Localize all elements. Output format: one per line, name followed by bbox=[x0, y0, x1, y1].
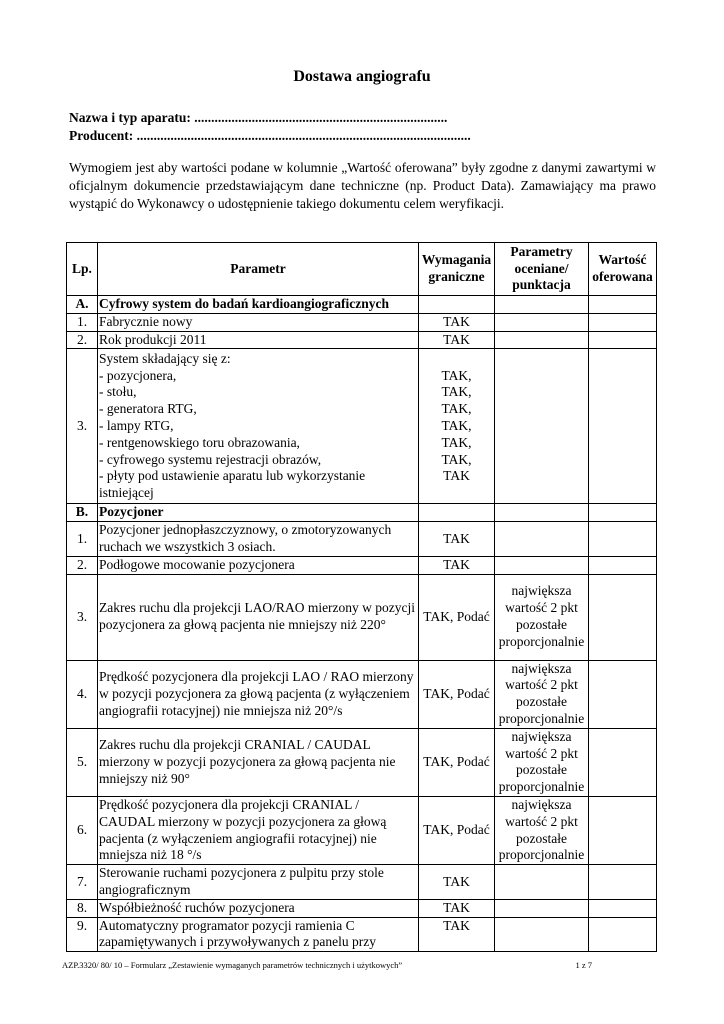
row-required: TAK, Podać bbox=[419, 728, 495, 796]
row-offered bbox=[589, 865, 657, 900]
empty-cell bbox=[589, 296, 657, 314]
row-offered bbox=[589, 313, 657, 331]
row-scored bbox=[495, 917, 589, 952]
row-param: Zakres ruchu dla projekcji LAO/RAO mierzony w pozycji pozycjonera za głową pacjenta nie mniejszy niż 220° bbox=[98, 574, 419, 660]
table-row bbox=[67, 899, 657, 917]
row-scored: największa wartość 2 pkt pozostałe proporcjonalnie bbox=[495, 728, 589, 796]
row-offered bbox=[589, 917, 657, 952]
empty-cell bbox=[589, 504, 657, 522]
table-row bbox=[67, 660, 657, 728]
row-lp: 4. bbox=[67, 660, 98, 728]
row-scored bbox=[495, 865, 589, 900]
row-offered bbox=[589, 349, 657, 504]
row-required: TAK bbox=[419, 313, 495, 331]
row-required: TAK bbox=[419, 522, 495, 557]
row-scored bbox=[495, 313, 589, 331]
table-row bbox=[67, 556, 657, 574]
producer-line: Producent: ................................................................................................... bbox=[69, 128, 471, 143]
section-title: Pozycjoner bbox=[98, 504, 419, 522]
row-lp: 6. bbox=[67, 796, 98, 864]
row-scored: największa wartość 2 pkt pozostałe proporcjonalnie bbox=[495, 574, 589, 660]
row-lp: 7. bbox=[67, 865, 98, 900]
row-param: Sterowanie ruchami pozycjonera z pulpitu przy stole angiograficznym bbox=[98, 865, 419, 900]
row-scored bbox=[495, 349, 589, 504]
row-param: Prędkość pozycjonera dla projekcji LAO / RAO mierzony w pozycji pozycjonera za głową pacjenta (z wyłączeniem angiografii rotacyjnej) nie mniejsza niż 20°/s bbox=[98, 660, 419, 728]
row-param: Prędkość pozycjonera dla projekcji CRANIAL / CAUDAL mierzony w pozycji pozycjonera za głową pacjenta (z wyłączeniem angiografii rotacyjnej) nie mniejsza niż 18 °/s bbox=[98, 796, 419, 864]
document-title: Dostawa angiografu bbox=[293, 68, 431, 85]
row-param: Podłogowe mocowanie pozycjonera bbox=[98, 556, 419, 574]
header-offered: Wartość oferowana bbox=[589, 243, 657, 296]
header-param: Parametr bbox=[98, 243, 419, 296]
table-row bbox=[67, 796, 657, 864]
row-offered bbox=[589, 899, 657, 917]
row-offered bbox=[589, 556, 657, 574]
table-row bbox=[67, 574, 657, 660]
row-param: Rok produkcji 2011 bbox=[98, 331, 419, 349]
row-required: TAK bbox=[419, 917, 495, 952]
section-row-a bbox=[67, 296, 657, 314]
device-meta bbox=[69, 109, 471, 145]
row-required: TAK, TAK, TAK, TAK, TAK, TAK, TAK bbox=[419, 349, 495, 504]
parameters-table-wrap bbox=[66, 242, 657, 952]
row-scored bbox=[495, 899, 589, 917]
empty-cell bbox=[419, 504, 495, 522]
header-scored: Parametry oceniane/ punktacja bbox=[495, 243, 589, 296]
row-offered bbox=[589, 522, 657, 557]
section-code: A. bbox=[67, 296, 98, 314]
table-header-row bbox=[67, 243, 657, 296]
row-scored bbox=[495, 556, 589, 574]
row-offered bbox=[589, 728, 657, 796]
row-required: TAK, Podać bbox=[419, 796, 495, 864]
row-offered bbox=[589, 660, 657, 728]
row-offered bbox=[589, 331, 657, 349]
row-required: TAK bbox=[419, 331, 495, 349]
row-param: Współbieżność ruchów pozycjonera bbox=[98, 899, 419, 917]
page-footer bbox=[62, 960, 592, 970]
header-required: Wymagania graniczne bbox=[419, 243, 495, 296]
table-row bbox=[67, 522, 657, 557]
row-scored: największa wartość 2 pkt pozostałe proporcjonalnie bbox=[495, 660, 589, 728]
table-row bbox=[67, 313, 657, 331]
empty-cell bbox=[419, 296, 495, 314]
device-name-line: Nazwa i typ aparatu: ........................................................................... bbox=[69, 110, 448, 125]
table-row bbox=[67, 331, 657, 349]
row-lp: 2. bbox=[67, 331, 98, 349]
section-title: Cyfrowy system do badań kardioangiograficznych bbox=[98, 296, 419, 314]
page-number: 1 z 7 bbox=[575, 960, 592, 970]
row-scored bbox=[495, 331, 589, 349]
row-offered bbox=[589, 796, 657, 864]
row-param: System składający się z: - pozycjonera, - stołu, - generatora RTG, - lampy RTG, - rentgenowskiego toru obrazowania, - cyfrowego systemu rejestracji obrazów, - płyty pod ustawienie aparatu lub wykorzystanie istniejącej bbox=[98, 349, 419, 504]
row-param: Zakres ruchu dla projekcji CRANIAL / CAUDAL mierzony w pozycji pozycjonera za głową pacjenta nie mniejszy niż 90° bbox=[98, 728, 419, 796]
table-row bbox=[67, 865, 657, 900]
row-param: Pozycjoner jednopłaszczyznowy, o zmotoryzowanych ruchach we wszystkich 3 osiach. bbox=[98, 522, 419, 557]
row-offered bbox=[589, 574, 657, 660]
row-lp: 3. bbox=[67, 574, 98, 660]
parameters-table bbox=[66, 242, 657, 952]
row-lp: 1. bbox=[67, 313, 98, 331]
intro-paragraph: Wymogiem jest aby wartości podane w kolumnie „Wartość oferowana” były zgodne z danymi zawartymi w oficjalnym dokumencie przedstawiającym dane techniczne (np. Product Data). Zamawiający ma prawo wystąpić do Wykonawcy o udostępnienie takiego dokumentu celem weryfikacji. bbox=[69, 160, 656, 211]
empty-cell bbox=[495, 504, 589, 522]
section-code: B. bbox=[67, 504, 98, 522]
row-lp: 9. bbox=[67, 917, 98, 952]
row-param: Automatyczny programator pozycji ramienia C zapamiętywanych i przywoływanych z panelu przy bbox=[98, 917, 419, 952]
row-lp: 2. bbox=[67, 556, 98, 574]
row-required: TAK bbox=[419, 899, 495, 917]
header-lp: Lp. bbox=[67, 243, 98, 296]
row-required: TAK bbox=[419, 865, 495, 900]
table-row bbox=[67, 349, 657, 504]
row-param: Fabrycznie nowy bbox=[98, 313, 419, 331]
row-required: TAK, Podać bbox=[419, 574, 495, 660]
row-required: TAK bbox=[419, 556, 495, 574]
row-lp: 8. bbox=[67, 899, 98, 917]
section-row-b bbox=[67, 504, 657, 522]
table-row bbox=[67, 917, 657, 952]
row-required: TAK, Podać bbox=[419, 660, 495, 728]
empty-cell bbox=[495, 296, 589, 314]
row-lp: 3. bbox=[67, 349, 98, 504]
row-lp: 1. bbox=[67, 522, 98, 557]
footer-reference: AZP.3320/ 80/ 10 – Formularz „Zestawienie wymaganych parametrów technicznych i użytkowych” bbox=[62, 960, 403, 970]
row-scored bbox=[495, 522, 589, 557]
table-row bbox=[67, 728, 657, 796]
row-lp: 5. bbox=[67, 728, 98, 796]
row-scored: największa wartość 2 pkt pozostałe proporcjonalnie bbox=[495, 796, 589, 864]
